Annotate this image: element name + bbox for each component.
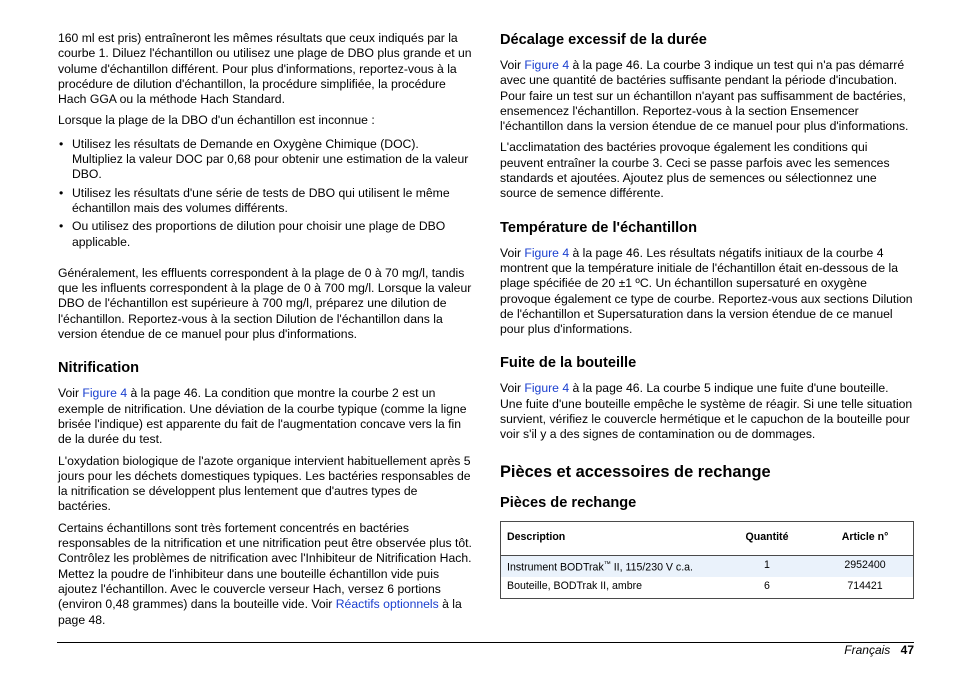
- section-title-decalage: Décalage excessif de la durée: [500, 32, 707, 48]
- page-footer: [844, 643, 914, 657]
- figure-4-link[interactable]: Figure 4: [524, 381, 570, 396]
- paragraph: Voir Figure 4 à la page 46. La courbe 5 indique une fuite d'une bouteille. Une fuite d'une bouteille empêche le système de réagir. Si une telle situation survient, vérifiez le couvercle hermétique et le capuchon de la bouteille pour voir s'il y a des signes de contamination ou de dommages.: [500, 381, 913, 442]
- paragraph: Certains échantillons sont très fortement concentrés en bactéries responsables de la nitrification et une nitrification peut être observée plus tôt. Contrôlez les problèmes de nitrification avec l'Inhibiteur de Nitrification Hach. Mettez la poudre de l'inhibiteur dans une bouteille échantillon vide puis ajoutez l'échantillon. Avec le couvercle verseur Hach, versez 6 portions (environ 0,48 grammes) dans la bouteille vide. Voir Réactifs optionnels à la page 48.: [58, 520, 472, 627]
- paragraph: 160 ml est pris) entraîneront les mêmes résultats que ceux indiqués par la courbe 1. Diluez l'échantillon ou utilisez une plage de DBO plus grande et un volume d'échantillon différent. Pour plus d'informations, reportez-vous à la procédure de dilution d'échantillon, la procédure simplifiée, la procédure Hach GGA ou la méthode Hach Standard.: [58, 31, 472, 107]
- cell-quantite: 6: [764, 580, 770, 593]
- right-column: [500, 31, 914, 599]
- page-number: 47: [900, 643, 914, 657]
- reactifs-optionnels-link[interactable]: Réactifs optionnels: [335, 597, 439, 612]
- left-column: [58, 31, 472, 634]
- footer-divider: [57, 642, 914, 643]
- cell-description: Instrument BODTrak™ II, 115/230 V c.a.: [507, 560, 694, 574]
- paragraph: L'oxydation biologique de l'azote organique intervient habituellement après 5 jours pour les déchets domestiques typiques. Les bactéries responsables de la nitrification se développent plus lentement que d'autres types de bactéries.: [58, 453, 471, 514]
- figure-4-link[interactable]: Figure 4: [524, 58, 570, 72]
- section-title-pieces: Pièces et accessoires de rechange: [500, 462, 771, 481]
- footer-language: Français: [844, 643, 891, 657]
- section-title-temperature: Température de l'échantillon: [500, 219, 698, 236]
- cell-article: 2952400: [844, 559, 886, 572]
- parts-table: [501, 522, 913, 598]
- section-title-fuite: Fuite de la bouteille: [500, 355, 637, 372]
- paragraph: Voir Figure 4 à la page 46. La courbe 3 indique un test qui n'a pas démarré avec une quantité de bactéries suffisante pendant la période d'incubation. Pour faire un test sur un échantillon n'ayant pas suffisamment de bactéries, ensemencez l'échantillon. Reportez-vous à la section Ensemencer l'échantillon dans la version étendue de ce manuel pour plus d'informations.: [500, 58, 909, 134]
- cell-article: 714421: [847, 580, 883, 593]
- paragraph: Généralement, les effluents correspondent à la plage de 0 à 70 mg/l, tandis que les influents correspondent à la plage de 0 à 700 mg/l. Lorsque la valeur DBO de l'échantillon est supérieure à 700 mg/l, préparez une dilution de l'échantillon. Reportez-vous à la section Dilution de l'échantillon dans la version étendue de ce manuel pour plus d'informations.: [58, 265, 472, 342]
- column-header-article: Article n°: [817, 522, 913, 556]
- parts-table-frame: [500, 521, 914, 599]
- paragraph: L'acclimatation des bactéries provoque également les conditions qui peuvent entraîner la courbe 3. Ceci se passe parfois avec les semences standards et ajoutées. Ajoutez plus de semences ou sélectionnez une source de semence différente.: [500, 140, 890, 201]
- figure-4-link[interactable]: Figure 4: [524, 245, 570, 260]
- column-header-description: Description: [501, 522, 717, 556]
- section-title-nitrification: Nitrification: [58, 360, 140, 377]
- table-row: [501, 555, 913, 577]
- column-header-quantite: Quantité: [717, 522, 817, 556]
- list-item: • Utilisez les résultats d'une série de tests de DBO qui utilisent le même échantillon mais des volumes différents.: [58, 186, 472, 217]
- paragraph: Voir Figure 4 à la page 46. La condition que montre la courbe 2 est un exemple de nitrification. Une déviation de la courbe typique (comme la ligne brisée l'indique) est apparente du fait de l'augmentation concave vers la fin de la durée du test.: [58, 386, 467, 447]
- paragraph: Lorsque la plage de la DBO d'un échantillon est inconnue :: [58, 113, 375, 128]
- table-header-row: [501, 522, 913, 556]
- figure-4-link[interactable]: Figure 4: [82, 386, 128, 401]
- table-row: [501, 577, 913, 598]
- subsection-title-pieces-rechange: Pièces de rechange: [500, 494, 637, 511]
- list-item: • Ou utilisez des proportions de dilution pour choisir une plage de DBO applicable.: [58, 219, 472, 250]
- cell-description: Bouteille, BODTrak II, ambre: [507, 580, 643, 593]
- bullet-list: [58, 137, 472, 250]
- cell-quantite: 1: [764, 559, 770, 572]
- paragraph: Voir Figure 4 à la page 46. Les résultats négatifs initiaux de la courbe 4 montrent que la température initiale de l'échantillon était en-dessous de la plage spécifiée de 20 ±1 ºC. Un échantillon supersaturé en oxygène provoque également ce type de courbe. Reportez-vous aux sections Dilution de l'échantillon et Supersaturation dans la version étendue de ce manuel pour plus d'informations.: [500, 245, 913, 337]
- list-item: • Utilisez les résultats de Demande en Oxygène Chimique (DOC). Multipliez la valeur DOC par 0,68 pour obtenir une estimation de la valeur DBO.: [58, 137, 472, 183]
